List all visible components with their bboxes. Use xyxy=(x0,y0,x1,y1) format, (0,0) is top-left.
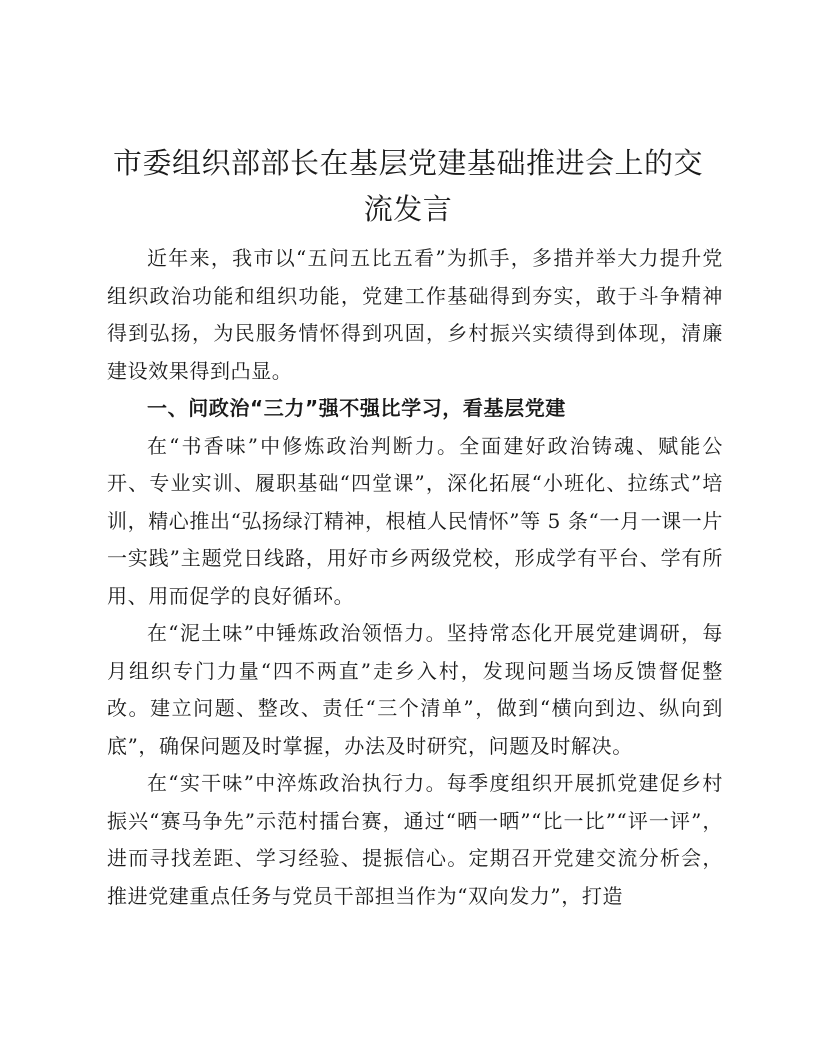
document-title xyxy=(100,140,716,232)
paragraph-intro: 近年来，我市以“五问五比五看”为抓手，多措并举大力提升党组织政治功能和组织功能，党建工作基础得到夯实，敢于斗争精神得到弘扬，为民服务情怀得到巩固，乡村振兴实绩得到体现，清廉建设效果得到凸显。 xyxy=(107,246,723,383)
section-heading-1: 一、问政治“三力”强不强比学习，看基层党建 xyxy=(147,396,566,420)
paragraph-execution: 在“实干味”中淬炼政治执行力。每季度组织开展抓党建促乡村振兴“赛马争先”示范村擂台赛，通过“晒一晒”“比一比”“评一评”，进而寻找差距、学习经验、提振信心。定期召开党建交流分析会，推进党建重点任务与党员干部担当作为“双向发力”，打造 xyxy=(107,771,723,908)
paragraph-comprehension: 在“泥土味”中锤炼政治领悟力。坚持常态化开展党建调研，每月组织专门力量“四不两直”走乡入村，发现问题当场反馈督促整改。建立问题、整改、责任“三个清单”，做到“横向到边、纵向到底”，确保问题及时掌握，办法及时研究，问题及时解决。 xyxy=(107,621,723,758)
paragraph-judgment: 在“书香味”中修炼政治判断力。全面建好政治铸魂、赋能公开、专业实训、履职基础“四堂课”，深化拓展“小班化、拉练式”培训，精心推出“弘扬绿汀精神，根植人民情怀”等 5 条“一月一课一片一实践”主题党日线路，用好市乡两级党校，形成学有平台、学有所用、用而促学的良好循环。 xyxy=(107,433,723,608)
title-line-2: 流发言 xyxy=(363,192,453,226)
title-line-1: 市委组织部部长在基层党建基础推进会上的交 xyxy=(112,146,703,180)
document-body xyxy=(107,240,723,915)
